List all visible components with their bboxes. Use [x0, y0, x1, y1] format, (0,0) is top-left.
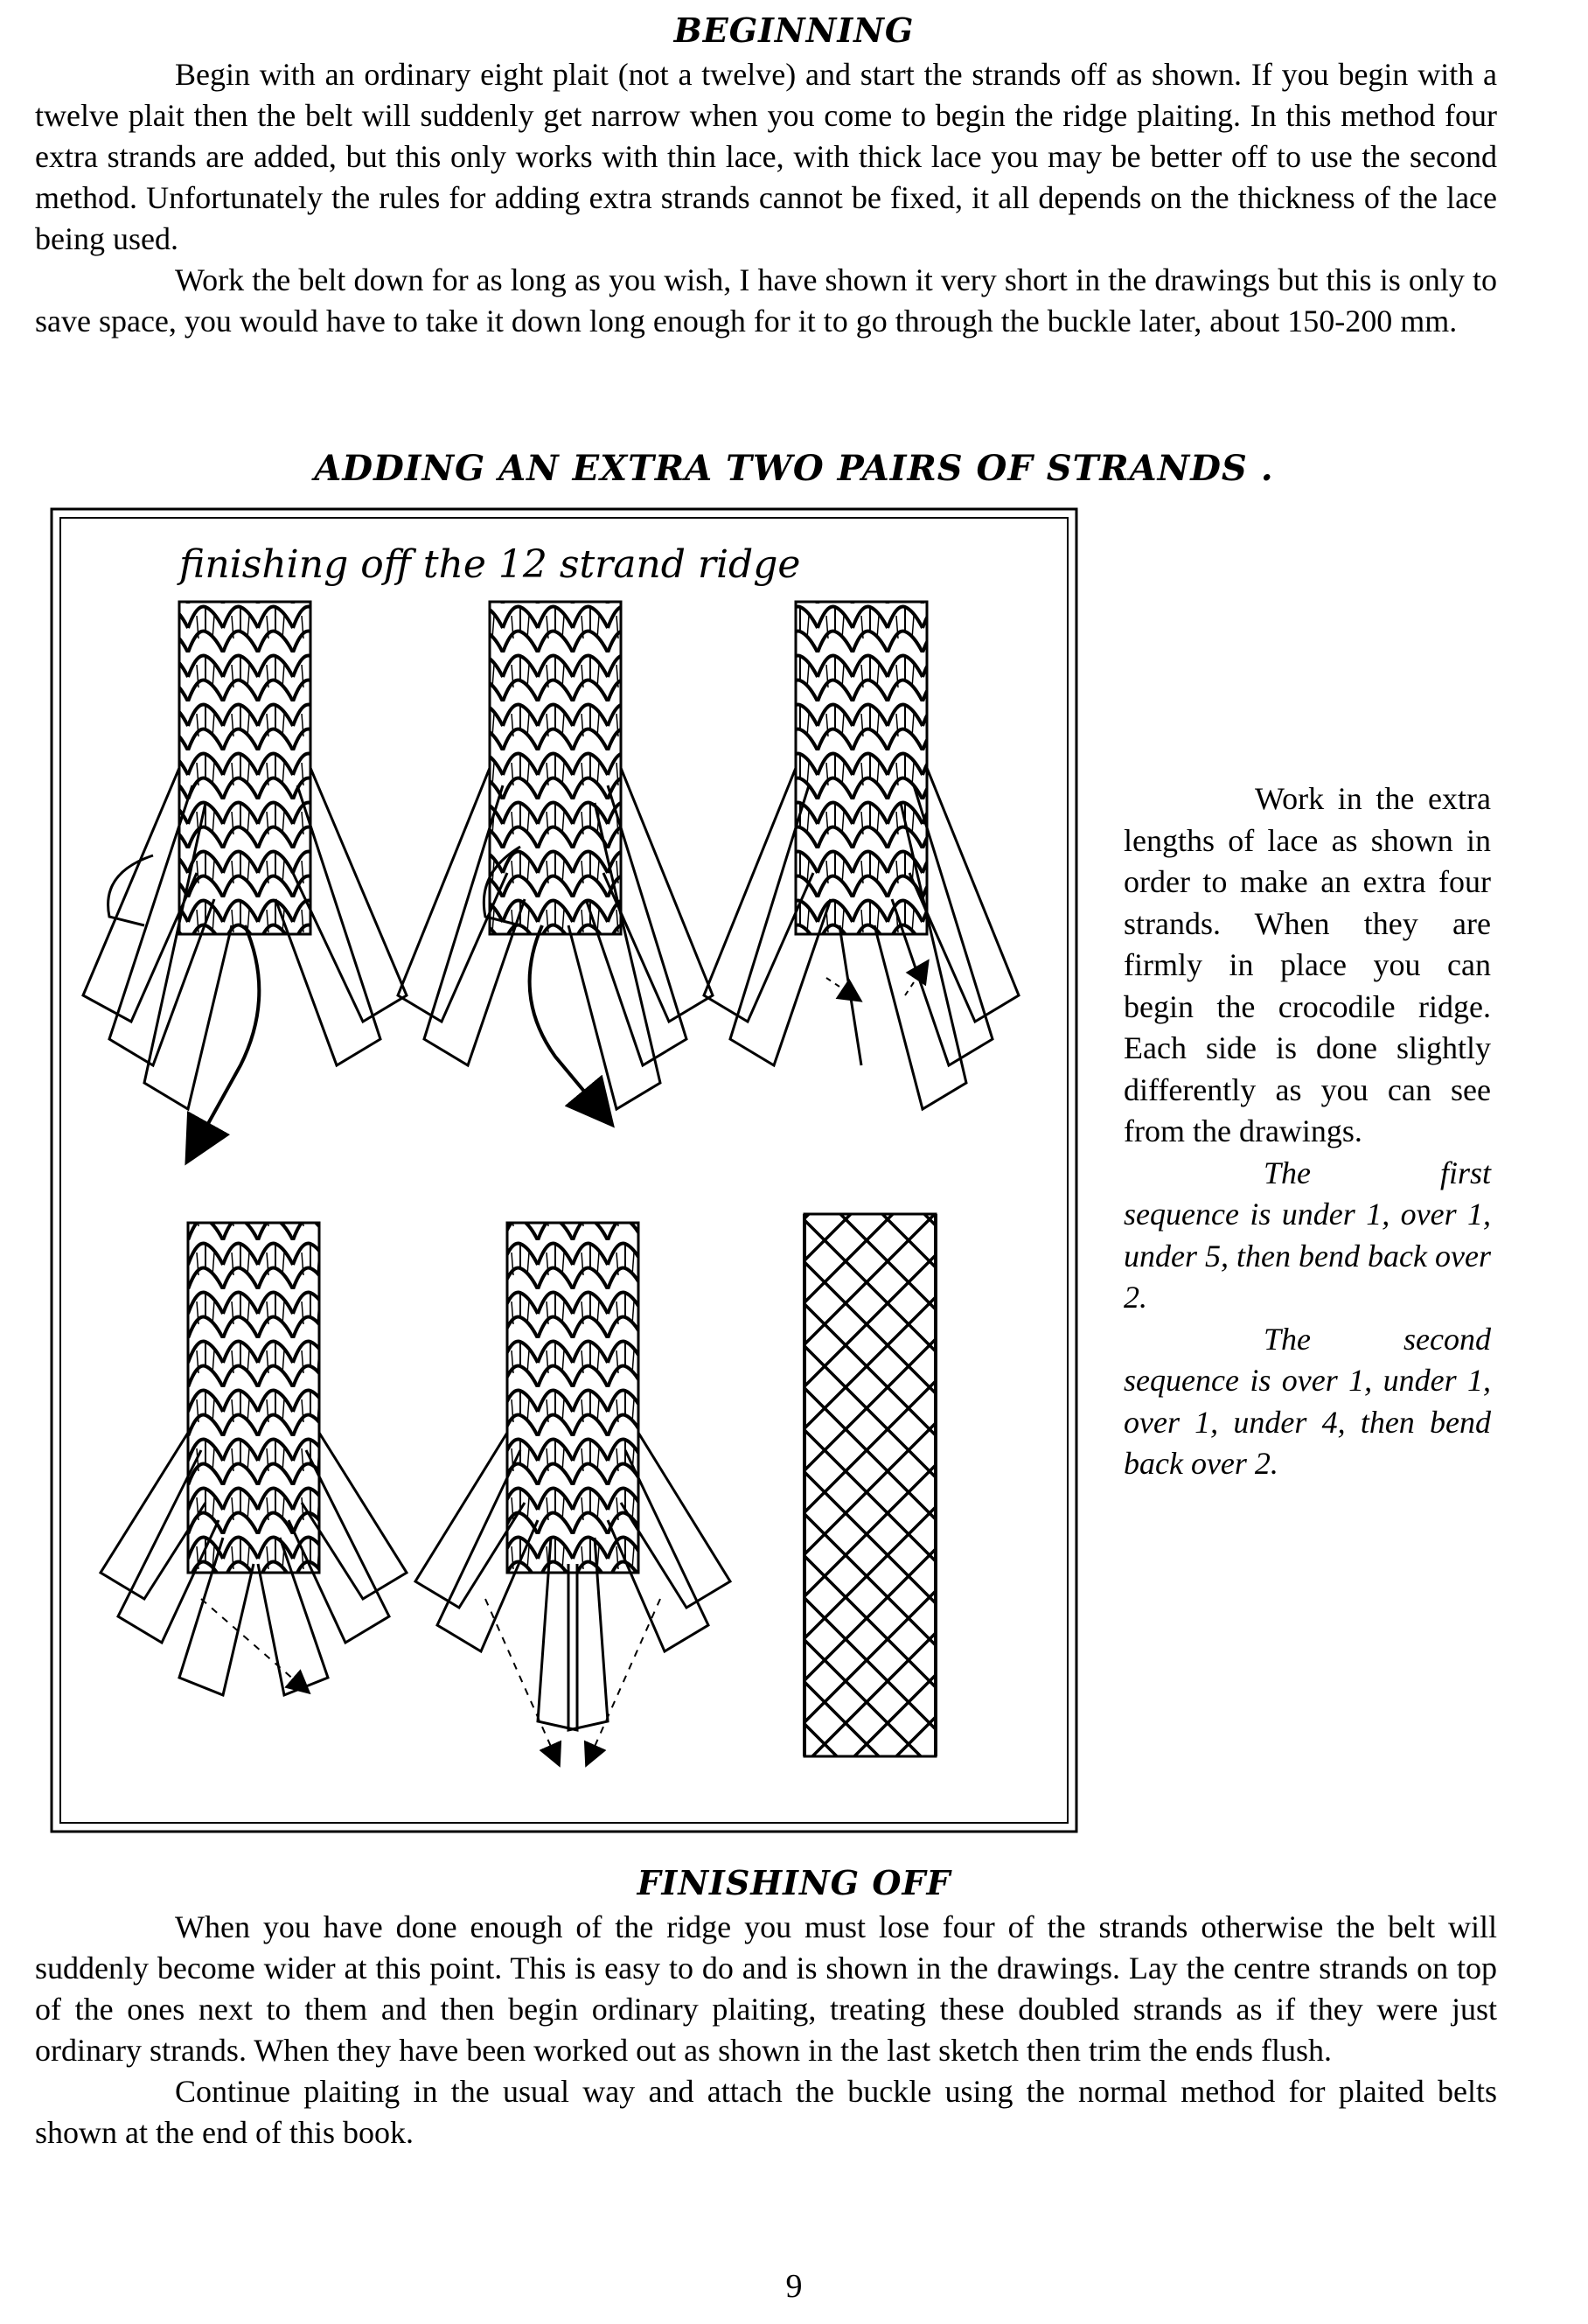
finishing-text: [35, 1907, 1497, 2153]
page-number: 9: [785, 2268, 803, 2305]
side-intro: Work in the extra lengths of lace as shown in order to make an extra four strands. When they are firmly in place you can begin the crocodile ridge. Each side is done slightly differently as you can see from the drawings.: [1124, 781, 1491, 1148]
finishing-heading: FINISHING OFF: [637, 1863, 951, 1902]
side-first-sequence: The first sequence is under 1, over 1, under 5, then bend back over 2.: [1124, 1155, 1491, 1315]
figure-caption: finishing off the 12 strand ridge: [179, 542, 801, 587]
braid-top-left: [83, 602, 407, 1144]
beginning-paragraph-2: Work the belt down for as long as you wish, I have shown it very short in the drawings but this is only to save space, you would have to take it down long enough for it to go through the buckle later, about 150-200 mm.: [35, 262, 1497, 338]
braiding-illustration: [48, 506, 1080, 1835]
braid-bottom-left: [101, 1223, 407, 1695]
adding-heading: ADDING AN EXTRA TWO PAIRS OF STRANDS .: [314, 448, 1274, 489]
braid-bottom-middle: [415, 1223, 730, 1756]
beginning-text: [35, 54, 1497, 342]
beginning-heading: BEGINNING: [673, 10, 915, 50]
finishing-paragraph-2: Continue plaiting in the usual way and attach the buckle using the normal method for plaited belts shown at the end of this book.: [35, 2074, 1497, 2150]
beginning-paragraph-1: Begin with an ordinary eight plait (not a twelve) and start the strands off as shown. If you begin with a twelve plait then the belt will suddenly get narrow when you come to begin the ridge plaiting. In this method four extra strands are added, but this only works with thin lace, with thick lace you may be better off to use the second method. Unfortunately the rules for adding extra strands cannot be fixed, it all depends on the thickness of the lace being used.: [35, 57, 1497, 256]
side-second-sequence: The second sequence is over 1, under 1, over 1, under 4, then bend back over 2.: [1124, 1321, 1491, 1481]
finishing-paragraph-1: When you have done enough of the ridge you must lose four of the strands otherwise the belt will suddenly become wider at this point. This is easy to do and is shown in the drawings. Lay the centre strands on top of the ones next to them and then begin ordinary plaiting, treating these doubled strands as if they were just ordinary strands. When they have been worked out as shown in the last sketch then trim the ends flush.: [35, 1909, 1497, 2068]
side-instructions: [1124, 778, 1491, 1485]
braid-top-middle: [398, 602, 713, 1109]
braid-bottom-right: [804, 1214, 936, 1756]
braid-top-right: [704, 602, 1019, 1109]
